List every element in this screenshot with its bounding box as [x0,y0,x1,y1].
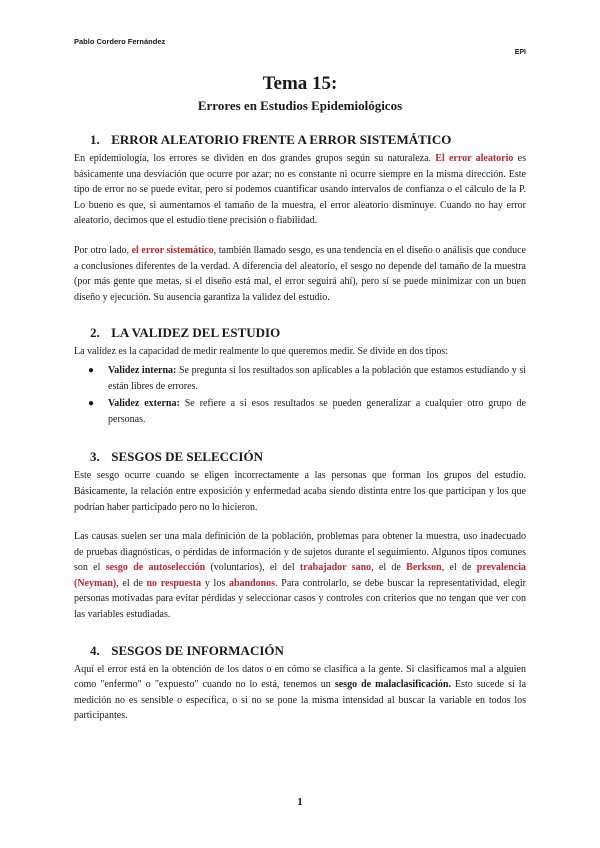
highlight-abandonos: abandonos [228,577,276,589]
section-3-number: 3. [90,449,100,465]
highlight-no-respuesta: no respuesta [146,577,202,589]
list-item [74,396,526,427]
text-run: , el de [441,562,477,574]
section-1-number: 1. [90,132,100,147]
bold-malaclasificacion: sesgo de malaclasificación. [334,679,451,691]
page-number: 1 [297,796,303,808]
text-run: es básicamente una desviación que ocurre por azar; no es constante ni ocurre siempre en la misma dirección. Este tipo de error no se puede evitar, pero sí podemos cuantificar usando intervalos de confianza o el cálculo de la P. Lo bueno es que, si aumentamos el tamaño de la muestra, el error aleatorio disminuye. Cuando no hay error aleatorio, decimos que el estudio tiene precisión o fiabilidad. [74,153,526,227]
text-run: y los [201,577,229,589]
highlight-error-aleatorio: El error aleatorio [435,153,514,164]
text-run: Las causas suelen ser una mala definición de la población, problemas para obtener la muestra, uso inadecuado de pruebas diagnósticas, o pérdidas de información y de sujetos durante el seguimiento. Algunos tipos comunes son el [74,531,526,574]
highlight-trabajador-sano: trabajador sano [299,562,372,574]
list-item-term: Validez interna: [108,364,177,376]
validity-list [74,363,526,427]
section-3-paragraph-1: Este sesgo ocurre cuando se eligen incorrectamente a las personas que forman los grupos del estudio. Básicamente, la relación entre exposición y enfermedad acaba siendo distinta entre los que participan y los que podrían haber participado pero no lo hicieron. [74,470,526,513]
section-2-heading [90,325,526,341]
section-1-title: ERROR ALEATORIO FRENTE A ERROR SISTEMÁTICO [111,132,452,147]
list-item [74,363,526,394]
text-run: Esto sucede si la medición no es sensible o específica, o si no se pone la misma intensidad al buscar la variable en todos los participantes. [74,679,527,722]
list-item-term: Validez externa: [108,398,180,410]
highlight-prevalencia: prevalencia (Neyman) [74,562,527,589]
section-2-intro: La validez es la capacidad de medir realmente lo que queremos medir. Se divide en dos tipos: [74,346,449,358]
section-4-heading [90,643,526,659]
page-title: Tema 15: [262,73,338,94]
bullet-icon: ● [88,398,95,410]
text-run: En epidemiología, los errores se dividen en dos grandes grupos según su naturaleza. [74,153,436,164]
section-4-paragraph-1 [74,662,526,724]
section-4-number: 4. [90,642,100,658]
section-2-title: LA VALIDEZ DEL ESTUDIO [111,325,281,341]
section-1-heading [90,132,526,148]
section-3-paragraph-2 [74,529,526,623]
highlight-error-sistematico: el error sistemático [131,244,214,256]
header-author: Pablo Cordero Fernández [74,37,166,46]
section-4-title: SESGOS DE INFORMACIÓN [111,642,284,658]
text-run: Por otro lado, [74,244,132,256]
text-run: , el de [116,577,147,589]
page-subtitle: Errores en Estudios Epidemiológicos [197,98,403,113]
highlight-berkson: Berkson [406,562,442,574]
section-1-paragraph-1 [74,151,526,229]
section-1-paragraph-2 [74,243,526,305]
highlight-autoseleccion: sesgo de autoselección [105,562,206,574]
list-item-text: Se refiere a si esos resultados se pueden generalizar a cualquier otro grupo de personas. [108,398,526,425]
text-run: (voluntarios), el del [205,562,300,574]
document-body [74,128,526,724]
text-run: , el de [371,562,407,574]
text-run: , también llamado sesgo, es una tendencia en el diseño o análisis que conduce a conclusiones diferentes de la verdad. A diferencia del aleatorio, el sesgo no depende del tamaño de la muestra (por más gente que metas, si el diseño está mal, el error seguirá ahí), pero sí se puede minimizar con un buen diseño y ejecución. Su ausencia garantiza la validez del estudio. [74,244,526,303]
section-3-heading [90,449,526,465]
header-course: EPI [514,49,526,56]
section-3-title: SESGOS DE SELECCIÓN [111,449,263,465]
bullet-icon: ● [88,364,95,376]
text-run: Aquí el error está en la obtención de los datos o en cómo se clasifica a la gente. Si clasificamos mal a alguien como "enfermo" o "expuesto" cuando no lo está, tenemos un [74,663,526,691]
section-2-number: 2. [90,325,100,341]
list-item-text: Se pregunta si los resultados son aplicables a la población que estamos estudiando y si están libres de errores. [108,364,526,392]
text-run: . Para controlarlo, se debe buscar la representatividad, elegir personas motivadas para evitar pérdidas y seleccionar casos y controles con criterios que no tengan que ver con las variables estudiadas. [74,577,527,621]
